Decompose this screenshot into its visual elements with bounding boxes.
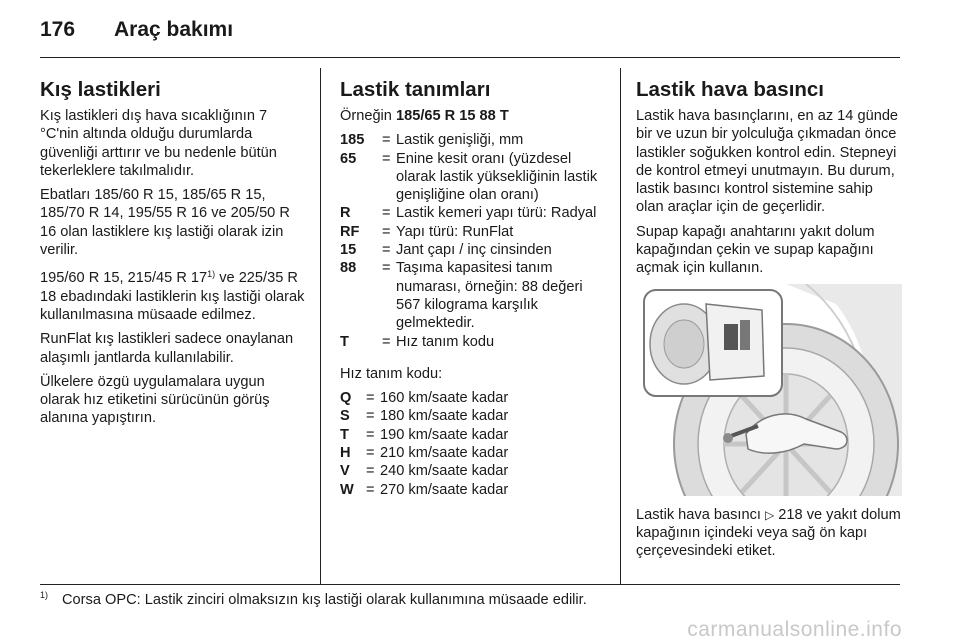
designation-equals: = [382,333,391,350]
designation-value: Jant çapı / inç cinsinden [396,242,552,259]
designation-list [340,131,602,351]
designation-value: Yapı türü: RunFlat [396,223,514,240]
paragraph: Ebatları 185/60 R 15, 185/65 R 15, 185/70 R 14, 195/55 R 16 ve 205/50 R 16 olan lastiklere kış lastiği olarak izin verilir. [40,187,290,259]
designation-value: Lastik kemeri yapı türü: Radyal [396,205,597,222]
winter-tyres-section [40,78,306,434]
caption-text: Lastik hava basıncı [636,506,765,523]
speed-code-list [340,389,602,499]
figure-caption [636,506,902,561]
designation-value: Taşıma kapasitesi tanım numarası, örneğin: 88 değeri 567 kilograma karşılık gelmektedir. [396,260,583,332]
section-title: Lastik hava basıncı [636,78,825,101]
paragraph [40,265,306,324]
paragraph: Ülkelere özgü uygulamalara uygun olarak hız etiketini sürücünün görüş alanına yapıştırın. [40,373,270,427]
speed-code-equals: = [366,426,375,443]
speed-code-key: H [340,445,351,462]
example-label: Örneğin [340,108,396,124]
speed-code-value: 190 km/saate kadar [380,426,509,443]
designation-equals: = [382,223,391,240]
section-title: Lastik tanımları [340,78,491,101]
example-line [340,107,602,125]
designation-key: 65 [340,150,357,167]
speed-title: Hız tanım kodu: [340,365,443,382]
page-number: 176 [40,18,76,41]
paragraph: Supap kapağı anahtarını yakıt dolum kapağından çekin ve supap kapağını açmak için kullanın. [636,223,875,277]
paragraph: RunFlat kış lastikleri sadece onaylanan alaşımlı jantlarda kullanılabilir. [40,331,294,366]
paragraph: Kış lastikleri dış hava sıcaklığının 7 °C'nin altında olduğu durumlarda güvenliği arttırır ve bu nedenle bütün tekerleklere takılmalıdır. [40,108,277,179]
footnote-rule [40,584,900,585]
designation-equals: = [382,132,391,149]
footnote-text: Corsa OPC: Lastik zinciri olmaksızın kış lastiği olarak kullanımına müsaade edilir. [62,592,587,608]
designation-equals: = [382,260,391,277]
speed-code-equals: = [366,463,375,480]
designation-value: Hız tanım kodu [396,333,495,350]
speed-code-equals: = [366,408,375,425]
speed-code-value: 270 km/saate kadar [380,481,509,498]
speed-code-key: T [340,426,349,443]
speed-code-equals: = [366,445,375,462]
tyre-valve-drawing [636,284,902,496]
speed-code-value: 160 km/saate kadar [380,390,509,407]
speed-code-key: S [340,408,350,425]
speed-code-key: Q [340,390,352,407]
valve-cap-illustration [636,284,902,496]
chapter-title: Araç bakımı [114,18,234,41]
section-title: Kış lastikleri [40,78,161,101]
tyre-pressure-section [636,78,902,561]
speed-code-key: V [340,463,350,480]
footnote-ref: 1) [207,269,216,280]
designation-key: T [340,333,349,350]
designation-key: 185 [340,132,365,149]
designation-equals: = [382,205,391,222]
paragraph-text: ve 225/35 R 18 ebadındaki lastiklerin kış lastiği olarak kullanılmasına müsaade edilmez. [40,270,305,323]
caption-text: 218 ve yakıt dolum kapağının içindeki veya sağ ön kapı çerçevesindeki etiket. [636,506,901,560]
column-divider [320,68,321,584]
page-ref-arrow-icon: ▷ [765,507,775,522]
watermark: carmanualsonline.info [687,618,902,641]
header-rule [40,57,900,58]
paragraph: Lastik hava basınçlarını, en az 14 günde bir ve uzun bir yolculuğa çıkmadan önce lastikler soğukken kontrol edin. Stepneyi de kontrol etmeyi unutmayın. Bu durum, lastik basıncı kontrol sistemine sahip olan araçlar için de geçerlidir. [636,108,899,216]
designation-value: Lastik genişliği, mm [396,132,524,149]
paragraph-text: 195/60 R 15, 215/45 R 17 [40,270,208,287]
speed-code-equals: = [366,390,375,407]
designation-key: 15 [340,242,357,259]
footnote-mark: 1) [40,590,49,600]
speed-code-value: 240 km/saate kadar [380,463,509,480]
speed-code-key: W [340,481,354,498]
speed-code-equals: = [366,481,375,498]
speed-code-value: 180 km/saate kadar [380,408,509,425]
speed-code-value: 210 km/saate kadar [380,445,509,462]
footnote [40,590,920,608]
example-value: 185/65 R 15 88 T [395,108,509,124]
designation-equals: = [382,150,391,167]
column-divider [620,68,621,584]
tyre-designations-section [340,78,602,499]
designation-equals: = [382,242,391,259]
designation-key: R [340,205,351,222]
designation-key: 88 [340,260,357,277]
designation-key: RF [340,223,360,240]
designation-value: Enine kesit oranı (yüzdesel olarak lastik yüksekliğinin lastik genişliğine olan oranı) [396,150,598,204]
